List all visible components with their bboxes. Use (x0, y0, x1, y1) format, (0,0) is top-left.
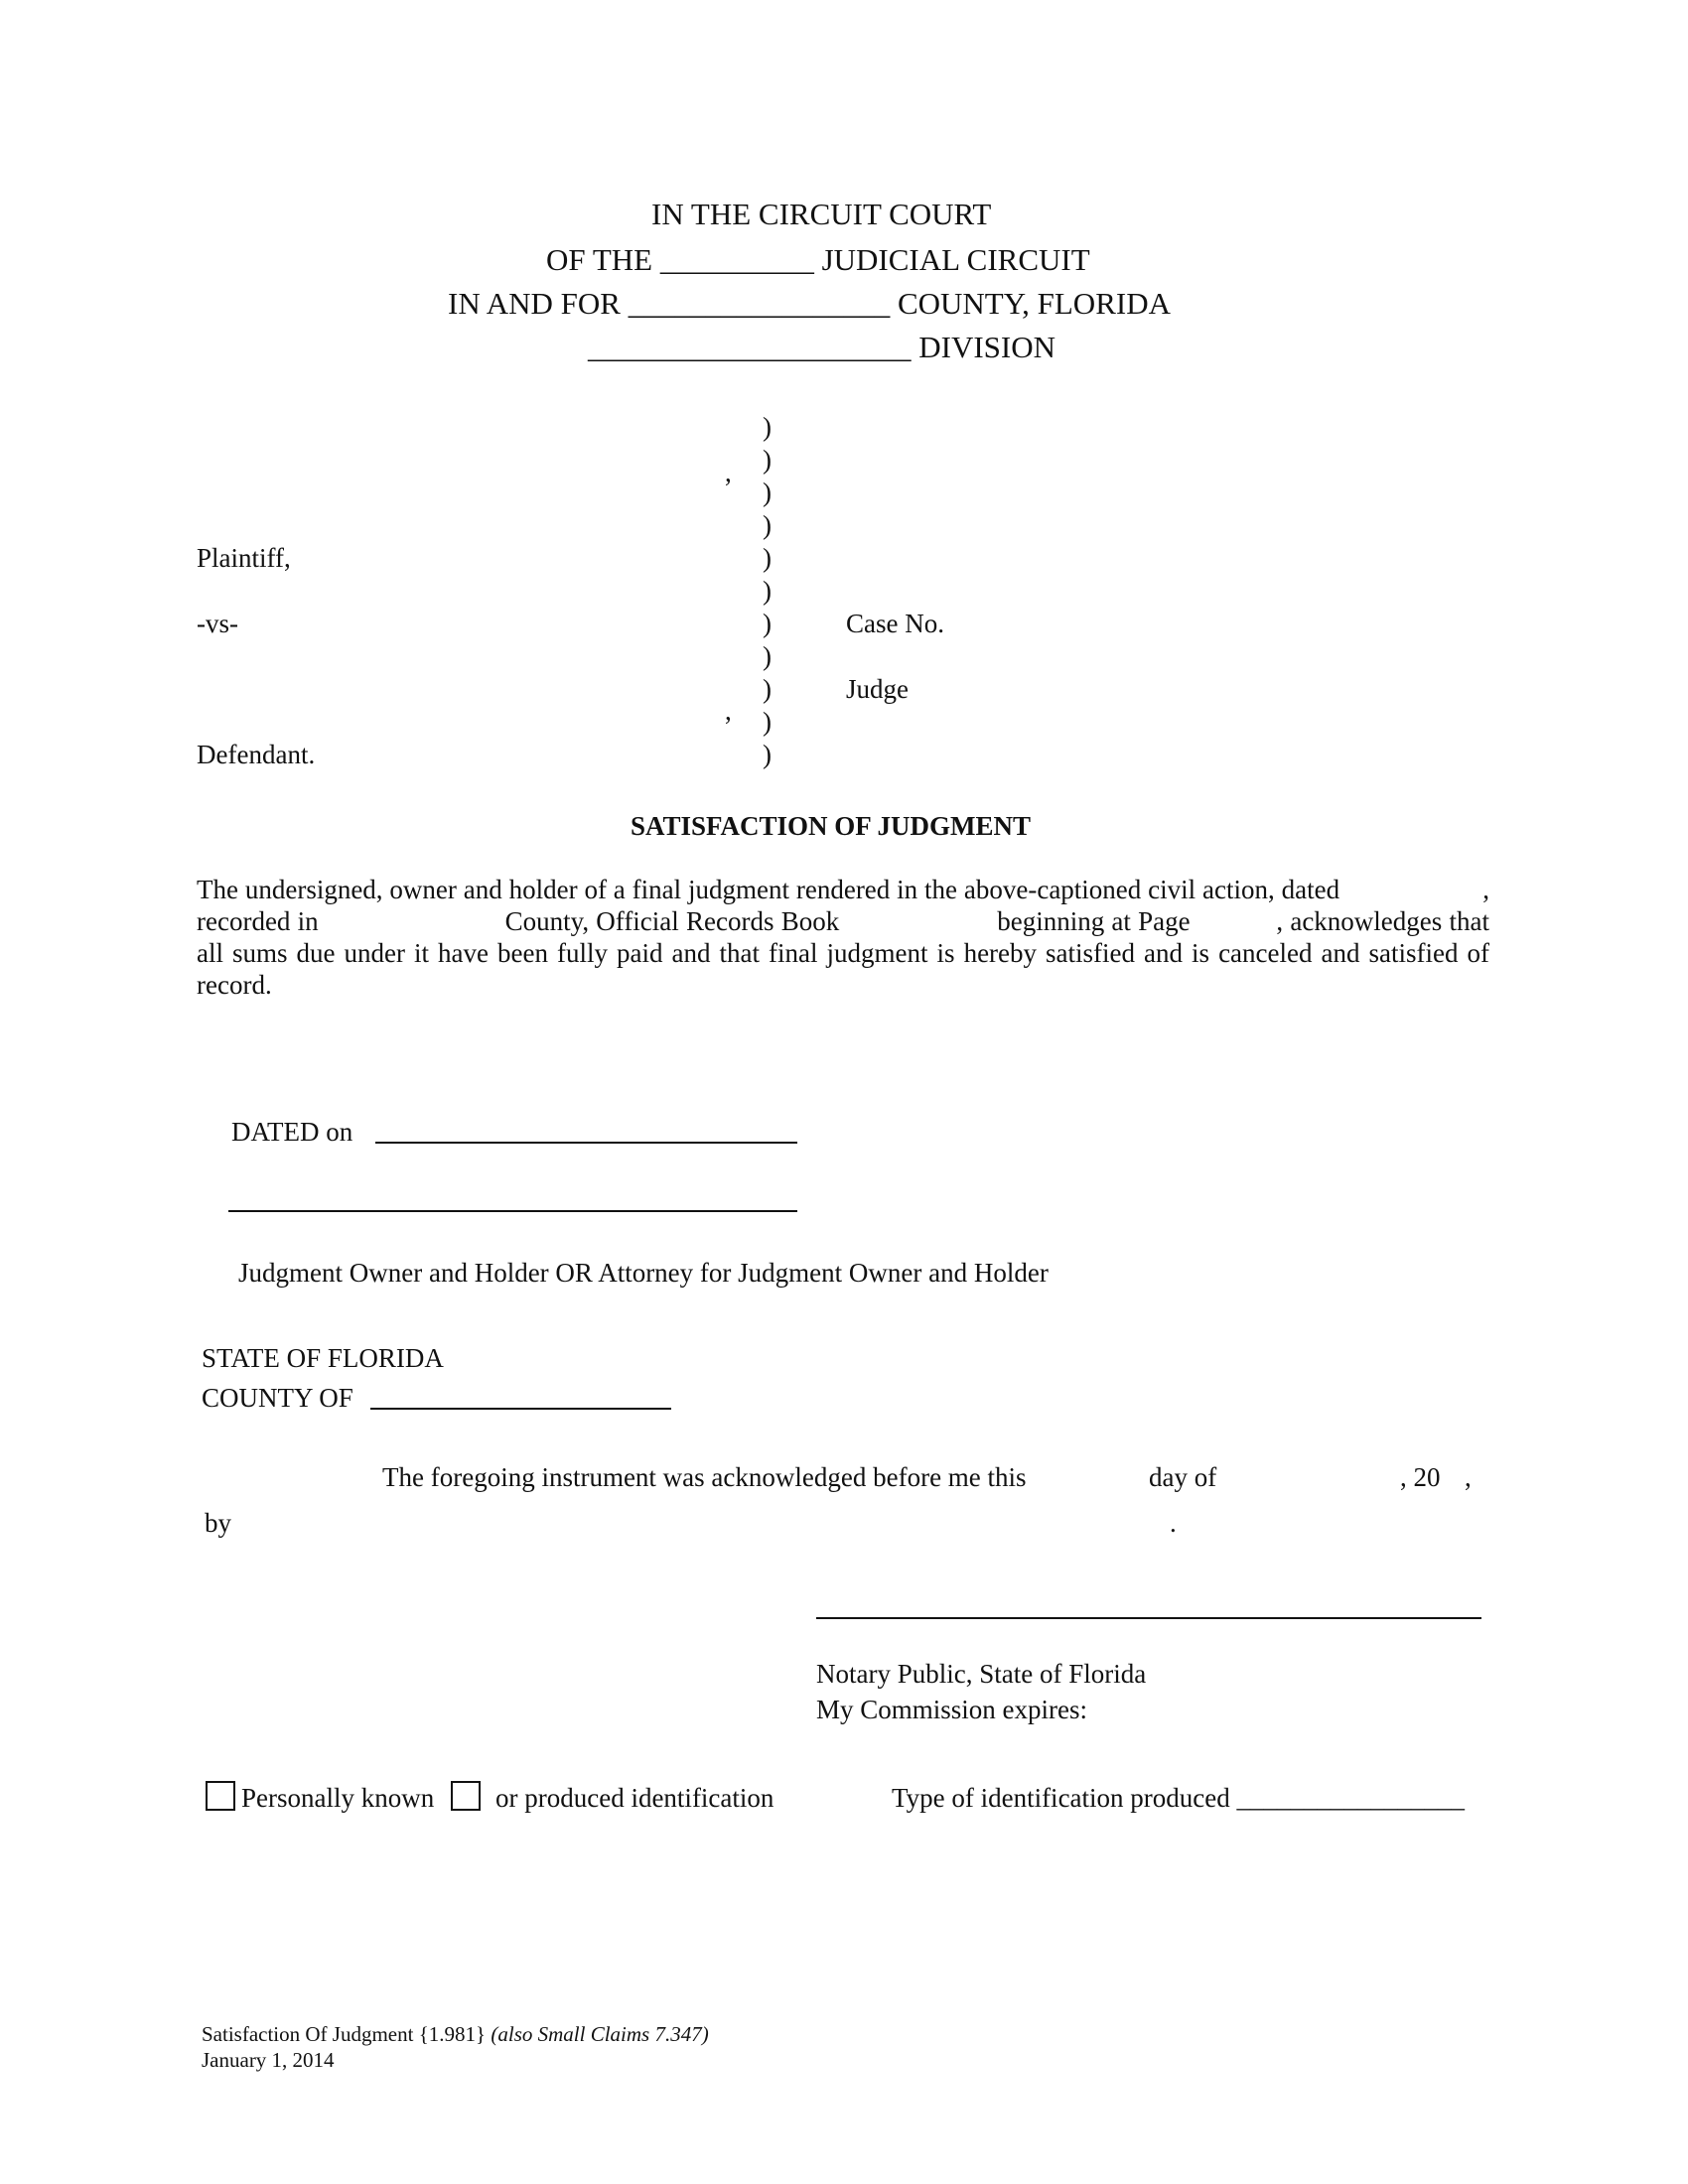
owner-signature-line[interactable] (228, 1210, 797, 1212)
document-title: SATISFACTION OF JUDGMENT (631, 811, 1032, 841)
plaintiff-comma: , (725, 458, 732, 487)
form-reference (202, 2021, 709, 2048)
plaintiff-label: Plaintiff, (197, 543, 291, 573)
circuit-blank: __________ (659, 242, 814, 277)
county-of-line[interactable] (370, 1408, 671, 1410)
paren: ) (763, 740, 772, 769)
paren: ) (763, 445, 772, 475)
circuit-suffix: JUDICIAL CIRCUIT (821, 242, 1090, 277)
county-of-label: COUNTY OF (202, 1383, 353, 1413)
paren: ) (763, 641, 772, 671)
defendant-label: Defendant. (197, 740, 316, 769)
court-title: IN THE CIRCUIT COURT (651, 197, 992, 231)
paren: ) (763, 478, 772, 507)
by-label: by (205, 1508, 231, 1538)
acknowledgment-text: The foregoing instrument was acknowledged before me this (382, 1462, 1027, 1492)
id-type-label (892, 1782, 1465, 1814)
produced-id-label: or produced identification (495, 1783, 774, 1813)
personally-known-label: Personally known (241, 1783, 435, 1813)
paren: ) (763, 576, 772, 606)
judge-label: Judge (846, 674, 909, 704)
division-blank: _____________________ (588, 330, 912, 364)
year-prefix: , 20 (1400, 1462, 1441, 1492)
paren: ) (763, 543, 772, 573)
paren: ) (763, 707, 772, 737)
id-type-text: Type of identification produced (892, 1783, 1230, 1813)
produced-id-checkbox[interactable] (451, 1781, 481, 1811)
form-date: January 1, 2014 (202, 2048, 335, 2072)
county-blank: _________________ (628, 286, 891, 321)
county-line (448, 286, 1171, 322)
division-suffix: DIVISION (918, 330, 1056, 364)
personally-known-checkbox[interactable] (206, 1781, 235, 1811)
notary-signature-line[interactable] (816, 1617, 1481, 1619)
paren: ) (763, 510, 772, 540)
dated-line[interactable] (375, 1142, 797, 1144)
paren: ) (763, 412, 772, 442)
county-suffix: COUNTY, FLORIDA (897, 286, 1171, 321)
case-no-label: Case No. (846, 609, 944, 638)
division-line (588, 330, 1055, 365)
county-prefix: IN AND FOR (448, 286, 621, 321)
circuit-prefix: OF THE (546, 242, 653, 277)
by-period: . (1170, 1508, 1177, 1538)
year-comma: , (1465, 1462, 1472, 1492)
defendant-comma: , (725, 696, 732, 726)
day-of-label: day of (1149, 1462, 1217, 1492)
form-name: Satisfaction Of Judgment {1.981} (202, 2022, 487, 2046)
circuit-line (546, 242, 1090, 278)
satisfaction-paragraph: The undersigned, owner and holder of a final judgment rendered in the above-captioned civil action, dated , recorded in County, Official Records Book beginning at Page , acknowledges that all sums due under it have been fully paid and that final judgment is hereby satisfied and is canceled and satisfied of record. (197, 875, 1496, 1000)
paren: ) (763, 674, 772, 704)
state-label: STATE OF FLORIDA (202, 1343, 444, 1373)
notary-title: Notary Public, State of Florida (816, 1659, 1147, 1689)
commission-label: My Commission expires: (816, 1695, 1088, 1724)
form-alt: (also Small Claims 7.347) (491, 2022, 709, 2046)
id-type-blank: _________________ (1236, 1783, 1465, 1813)
vs-label: -vs- (197, 609, 238, 638)
paren: ) (763, 609, 772, 638)
dated-label: DATED on (231, 1117, 353, 1147)
owner-caption: Judgment Owner and Holder OR Attorney for Judgment Owner and Holder (238, 1258, 1049, 1288)
